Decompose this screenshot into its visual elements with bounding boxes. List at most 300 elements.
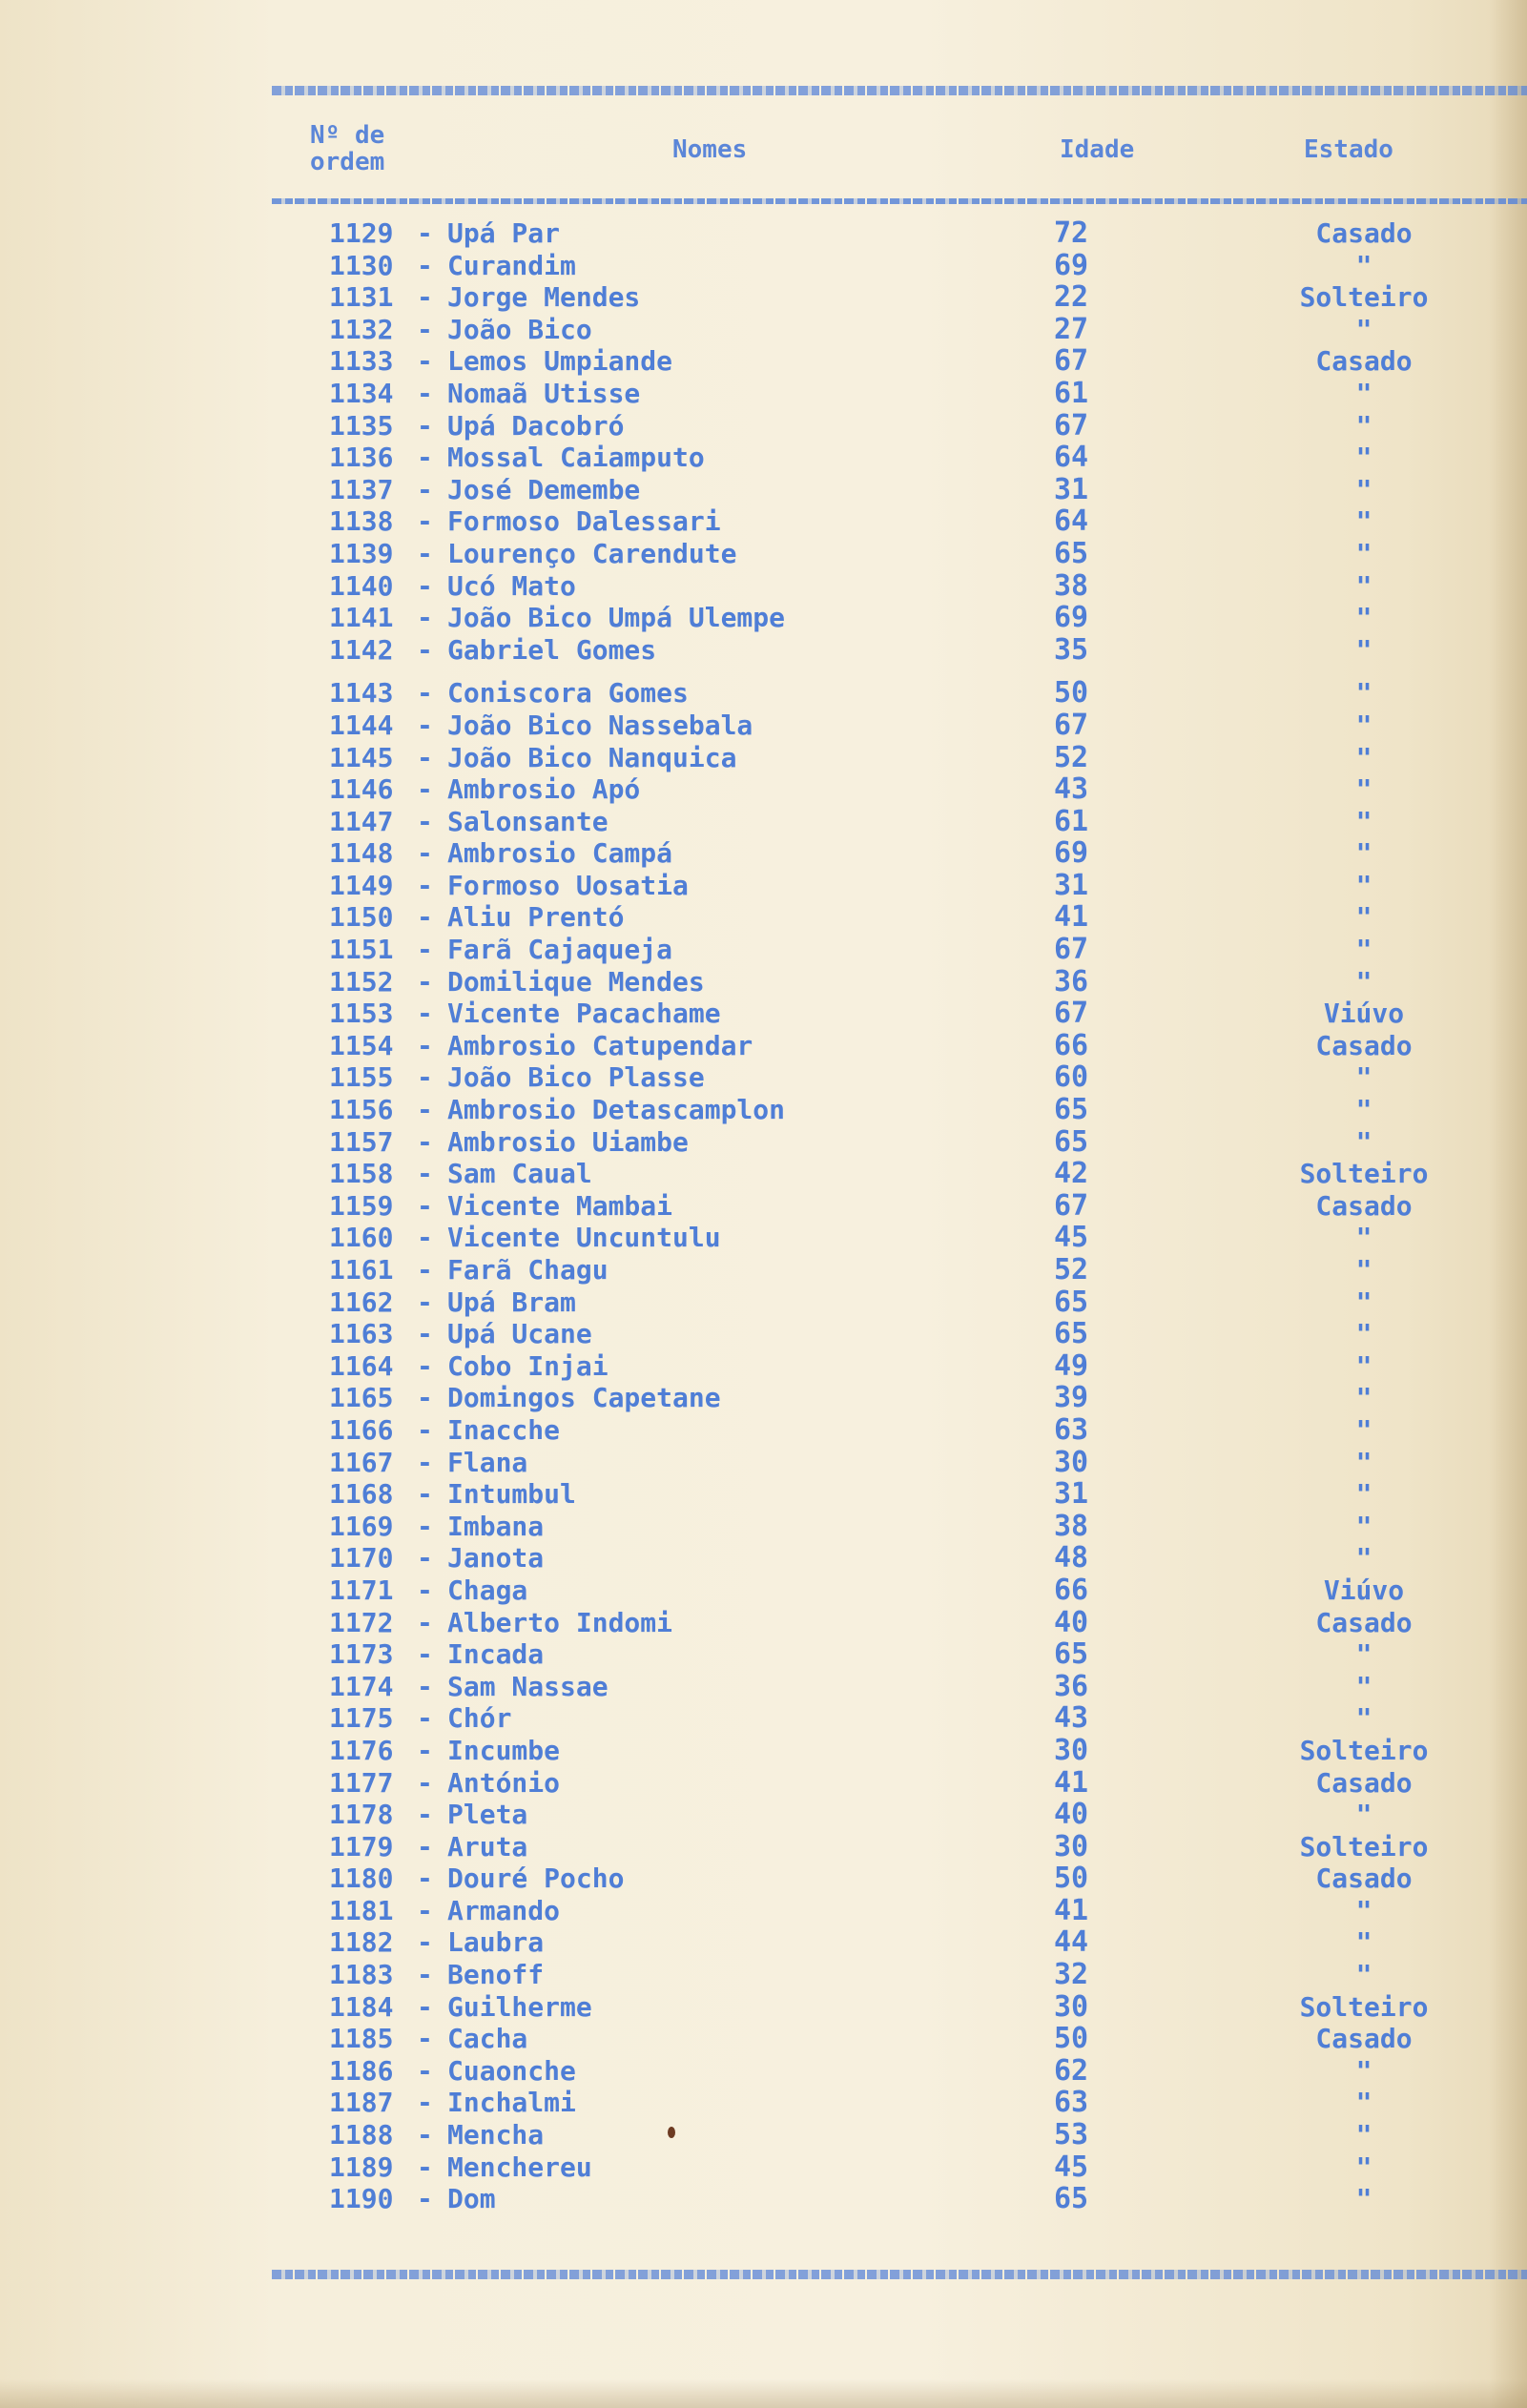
person-name: Benoff bbox=[447, 1959, 545, 1991]
person-name: Ambrosio Apó bbox=[447, 773, 641, 806]
person-age: 22 bbox=[1054, 280, 1089, 315]
row-dash: - bbox=[417, 1318, 433, 1350]
row-dash: - bbox=[417, 965, 433, 998]
person-age: 39 bbox=[1054, 1381, 1089, 1415]
person-age: 30 bbox=[1054, 1989, 1089, 2024]
person-name: Jorge Mendes bbox=[447, 281, 641, 314]
person-age: 64 bbox=[1054, 504, 1089, 539]
person-age: 42 bbox=[1054, 1157, 1089, 1191]
person-name: Sam Nassae bbox=[447, 1670, 609, 1702]
person-name: Upá Ucane bbox=[447, 1318, 592, 1350]
person-name: João Bico Nassebala bbox=[447, 709, 753, 741]
row-dash: - bbox=[417, 602, 433, 634]
marital-status: " bbox=[1355, 537, 1372, 569]
table-header bbox=[272, 122, 1527, 191]
person-name: Ucó Mato bbox=[447, 569, 576, 602]
person-name: Ambrosio Campá bbox=[447, 837, 673, 870]
person-age: 67 bbox=[1054, 708, 1089, 742]
person-name: Inchalmi bbox=[447, 2087, 576, 2119]
marital-status: " bbox=[1355, 1286, 1372, 1318]
marital-status: " bbox=[1355, 313, 1372, 345]
person-age: 52 bbox=[1054, 740, 1089, 774]
person-name: João Bico Nanquica bbox=[447, 741, 737, 773]
table-row bbox=[272, 1767, 1527, 1800]
row-dash: - bbox=[417, 1542, 433, 1574]
person-name: Inacche bbox=[447, 1413, 561, 1446]
marital-status: Casado bbox=[1315, 2023, 1413, 2055]
table-row bbox=[272, 1511, 1527, 1543]
table-row bbox=[272, 570, 1527, 603]
row-dash: - bbox=[417, 569, 433, 602]
person-name: Curandim bbox=[447, 249, 576, 281]
row-dash: - bbox=[417, 1702, 433, 1735]
person-name: Intumbul bbox=[447, 1478, 576, 1511]
order-number: 1144 bbox=[329, 709, 394, 741]
order-number: 1148 bbox=[329, 837, 394, 870]
order-number: 1164 bbox=[329, 1349, 394, 1382]
person-age: 50 bbox=[1054, 1862, 1089, 1896]
marital-status: " bbox=[1355, 2183, 1372, 2215]
table-row bbox=[272, 677, 1527, 710]
row-dash: - bbox=[417, 1638, 433, 1671]
order-number: 1176 bbox=[329, 1734, 394, 1766]
table-row bbox=[272, 1318, 1527, 1350]
person-name: Aliu Prentó bbox=[447, 901, 625, 934]
table-row bbox=[272, 1863, 1527, 1895]
marital-status: " bbox=[1355, 709, 1372, 741]
table-row bbox=[272, 1607, 1527, 1639]
person-name: Upá Dacobró bbox=[447, 409, 625, 442]
person-name: João Bico bbox=[447, 313, 592, 345]
person-age: 65 bbox=[1054, 1093, 1089, 1127]
person-name: Gabriel Gomes bbox=[447, 633, 657, 666]
person-name: Nomaã Utisse bbox=[447, 377, 641, 409]
order-number: 1138 bbox=[329, 505, 394, 538]
marital-status: Viúvo bbox=[1323, 998, 1405, 1030]
person-age: 48 bbox=[1054, 1541, 1089, 1575]
table-row bbox=[272, 442, 1527, 474]
marital-status: " bbox=[1355, 805, 1372, 837]
row-dash: - bbox=[417, 1863, 433, 1895]
person-age: 43 bbox=[1054, 772, 1089, 807]
order-number: 1190 bbox=[329, 2183, 394, 2215]
marital-status: " bbox=[1355, 569, 1372, 602]
order-number: 1149 bbox=[329, 869, 394, 901]
row-dash: - bbox=[417, 281, 433, 314]
person-age: 30 bbox=[1054, 1829, 1089, 1863]
table-row bbox=[272, 634, 1527, 667]
person-name: Coniscora Gomes bbox=[447, 677, 689, 710]
person-name: João Bico Plasse bbox=[447, 1061, 705, 1094]
table-row bbox=[272, 1350, 1527, 1383]
order-number: 1142 bbox=[329, 633, 394, 666]
marital-status: Solteiro bbox=[1299, 1734, 1429, 1766]
person-name: Douré Pocho bbox=[447, 1863, 625, 1895]
order-number: 1162 bbox=[329, 1286, 394, 1318]
order-number: 1178 bbox=[329, 1799, 394, 1831]
table-row bbox=[272, 1478, 1527, 1511]
row-dash: - bbox=[417, 313, 433, 345]
person-age: 69 bbox=[1054, 836, 1089, 871]
order-number: 1141 bbox=[329, 602, 394, 634]
person-age: 67 bbox=[1054, 933, 1089, 967]
table-row bbox=[272, 1702, 1527, 1735]
row-dash: - bbox=[417, 1061, 433, 1094]
table-row bbox=[272, 1254, 1527, 1286]
row-dash: - bbox=[417, 1574, 433, 1606]
marital-status: " bbox=[1355, 741, 1372, 773]
person-name: Formoso Uosatia bbox=[447, 869, 689, 901]
marital-status: " bbox=[1355, 934, 1372, 966]
person-name: Cobo Injai bbox=[447, 1349, 609, 1382]
person-age: 41 bbox=[1054, 900, 1089, 935]
table-row bbox=[272, 1190, 1527, 1223]
marital-status: " bbox=[1355, 2054, 1372, 2087]
person-age: 31 bbox=[1054, 1477, 1089, 1512]
row-dash: - bbox=[417, 1413, 433, 1446]
person-age: 50 bbox=[1054, 2022, 1089, 2056]
person-name: Janota bbox=[447, 1542, 545, 1574]
marital-status: " bbox=[1355, 249, 1372, 281]
order-number: 1181 bbox=[329, 1894, 394, 1926]
person-name: Upá Par bbox=[447, 217, 561, 249]
row-dash: - bbox=[417, 633, 433, 666]
order-number: 1159 bbox=[329, 1189, 394, 1222]
row-dash: - bbox=[417, 1606, 433, 1638]
paper-bottom-shadow bbox=[0, 2379, 1527, 2408]
person-age: 50 bbox=[1054, 676, 1089, 710]
row-dash: - bbox=[417, 1959, 433, 1991]
order-number: 1174 bbox=[329, 1670, 394, 1702]
person-name: Formoso Dalessari bbox=[447, 505, 721, 538]
table-row bbox=[272, 1574, 1527, 1607]
row-dash: - bbox=[417, 473, 433, 505]
names-header: Nomes bbox=[672, 135, 748, 164]
table-row bbox=[272, 1735, 1527, 1767]
marital-status: Solteiro bbox=[1299, 1158, 1429, 1190]
marital-status: " bbox=[1355, 1926, 1372, 1959]
marital-status: " bbox=[1355, 1254, 1372, 1286]
table-row bbox=[272, 1447, 1527, 1479]
order-number: 1130 bbox=[329, 249, 394, 281]
person-age: 62 bbox=[1054, 2053, 1089, 2088]
row-dash: - bbox=[417, 1125, 433, 1158]
table-row bbox=[272, 217, 1527, 250]
table-row bbox=[272, 1959, 1527, 1991]
marital-status: " bbox=[1355, 1702, 1372, 1735]
marital-status: " bbox=[1355, 1382, 1372, 1414]
person-name: Sam Caual bbox=[447, 1158, 592, 1190]
table-row bbox=[272, 538, 1527, 570]
marital-status: Viúvo bbox=[1323, 1574, 1405, 1606]
table-row bbox=[272, 773, 1527, 806]
row-dash: - bbox=[417, 217, 433, 249]
table-row bbox=[272, 2119, 1527, 2151]
row-dash: - bbox=[417, 2054, 433, 2087]
order-number: 1185 bbox=[329, 2023, 394, 2055]
person-age: 43 bbox=[1054, 1701, 1089, 1736]
marital-status: " bbox=[1355, 1061, 1372, 1094]
table-row bbox=[272, 1831, 1527, 1863]
table-row bbox=[272, 378, 1527, 410]
table-row bbox=[272, 281, 1527, 314]
person-age: 38 bbox=[1054, 568, 1089, 603]
person-age: 35 bbox=[1054, 632, 1089, 667]
bottom-dashed-rule bbox=[272, 2270, 1527, 2279]
person-name: Flana bbox=[447, 1446, 528, 1478]
order-number: 1155 bbox=[329, 1061, 394, 1094]
row-dash: - bbox=[417, 1254, 433, 1286]
person-age: 30 bbox=[1054, 1445, 1089, 1479]
row-dash: - bbox=[417, 998, 433, 1030]
order-number: 1183 bbox=[329, 1959, 394, 1991]
table-row bbox=[272, 410, 1527, 442]
person-name: Ambrosio Detascamplon bbox=[447, 1094, 786, 1126]
person-age: 65 bbox=[1054, 536, 1089, 570]
person-age: 66 bbox=[1054, 1028, 1089, 1062]
order-number: 1140 bbox=[329, 569, 394, 602]
order-number: 1133 bbox=[329, 345, 394, 378]
row-dash: - bbox=[417, 869, 433, 901]
person-age: 65 bbox=[1054, 2182, 1089, 2216]
person-age: 38 bbox=[1054, 1509, 1089, 1543]
person-age: 45 bbox=[1054, 2150, 1089, 2184]
marital-status: " bbox=[1355, 837, 1372, 870]
person-age: 36 bbox=[1054, 1669, 1089, 1703]
row-dash: - bbox=[417, 2183, 433, 2215]
marital-status: " bbox=[1355, 1959, 1372, 1991]
row-dash: - bbox=[417, 537, 433, 569]
person-name: Chaga bbox=[447, 1574, 528, 1606]
row-dash: - bbox=[417, 934, 433, 966]
marital-status: Casado bbox=[1315, 345, 1413, 378]
person-name: Cuaonche bbox=[447, 2054, 576, 2087]
order-number: 1172 bbox=[329, 1606, 394, 1638]
person-age: 45 bbox=[1054, 1221, 1089, 1255]
person-name: Guilherme bbox=[447, 1990, 592, 2023]
order-number: 1166 bbox=[329, 1413, 394, 1446]
order-number: 1188 bbox=[329, 2119, 394, 2151]
row-dash: - bbox=[417, 1734, 433, 1766]
row-dash: - bbox=[417, 1029, 433, 1061]
person-age: 53 bbox=[1054, 2118, 1089, 2152]
order-number: 1154 bbox=[329, 1029, 394, 1061]
table-row bbox=[272, 1094, 1527, 1126]
table-row bbox=[272, 250, 1527, 282]
row-dash: - bbox=[417, 2087, 433, 2119]
table-row bbox=[272, 1286, 1527, 1319]
row-dash: - bbox=[417, 1382, 433, 1414]
order-number: 1169 bbox=[329, 1510, 394, 1542]
table-row bbox=[272, 602, 1527, 634]
person-age: 36 bbox=[1054, 964, 1089, 998]
order-number: 1134 bbox=[329, 377, 394, 409]
person-age: 65 bbox=[1054, 1637, 1089, 1672]
person-name: Domilique Mendes bbox=[447, 965, 705, 998]
person-age: 61 bbox=[1054, 804, 1089, 838]
order-number: 1160 bbox=[329, 1222, 394, 1254]
row-dash: - bbox=[417, 1094, 433, 1126]
ink-spot bbox=[668, 2127, 675, 2138]
order-number: 1143 bbox=[329, 677, 394, 710]
order-number: 1184 bbox=[329, 1990, 394, 2023]
row-dash: - bbox=[417, 345, 433, 378]
table-row bbox=[272, 837, 1527, 870]
person-name: Ambrosio Catupendar bbox=[447, 1029, 753, 1061]
person-name: Imbana bbox=[447, 1510, 545, 1542]
person-name: Mencha bbox=[447, 2119, 545, 2151]
person-name: António bbox=[447, 1766, 561, 1799]
table-row bbox=[272, 1671, 1527, 1703]
row-dash: - bbox=[417, 2151, 433, 2183]
row-dash: - bbox=[417, 1349, 433, 1382]
person-age: 52 bbox=[1054, 1253, 1089, 1286]
order-number: 1175 bbox=[329, 1702, 394, 1735]
marital-status: " bbox=[1355, 965, 1372, 998]
row-dash: - bbox=[417, 505, 433, 538]
table-row bbox=[272, 806, 1527, 838]
person-name: Laubra bbox=[447, 1926, 545, 1959]
marital-status: " bbox=[1355, 869, 1372, 901]
person-age: 61 bbox=[1054, 376, 1089, 410]
row-dash: - bbox=[417, 1158, 433, 1190]
table-row bbox=[272, 1991, 1527, 2024]
table-row bbox=[272, 505, 1527, 538]
marital-status: " bbox=[1355, 377, 1372, 409]
order-number: 1146 bbox=[329, 773, 394, 806]
row-dash: - bbox=[417, 2119, 433, 2151]
marital-status: " bbox=[1355, 442, 1372, 474]
order-number: 1156 bbox=[329, 1094, 394, 1126]
person-name: Vicente Pacachame bbox=[447, 998, 721, 1030]
marital-status: Casado bbox=[1315, 1189, 1413, 1222]
person-age: 63 bbox=[1054, 1412, 1089, 1447]
table-row bbox=[272, 870, 1527, 902]
marital-status: " bbox=[1355, 1799, 1372, 1831]
person-age: 65 bbox=[1054, 1285, 1089, 1319]
person-name: Upá Bram bbox=[447, 1286, 576, 1318]
row-dash: - bbox=[417, 1670, 433, 1702]
order-number: 1180 bbox=[329, 1863, 394, 1895]
table-row bbox=[272, 2151, 1527, 2184]
order-number: 1147 bbox=[329, 805, 394, 837]
order-number: 1173 bbox=[329, 1638, 394, 1671]
row-dash: - bbox=[417, 1894, 433, 1926]
order-number: 1137 bbox=[329, 473, 394, 505]
order-number: 1186 bbox=[329, 2054, 394, 2087]
row-dash: - bbox=[417, 442, 433, 474]
marital-status: " bbox=[1355, 1222, 1372, 1254]
order-number: 1189 bbox=[329, 2151, 394, 2183]
person-age: 40 bbox=[1054, 1605, 1089, 1639]
table-row bbox=[272, 934, 1527, 966]
marital-status: Solteiro bbox=[1299, 1830, 1429, 1863]
row-dash: - bbox=[417, 1446, 433, 1478]
row-dash: - bbox=[417, 837, 433, 870]
table-row bbox=[272, 474, 1527, 506]
person-age: 65 bbox=[1054, 1317, 1089, 1351]
marital-status: " bbox=[1355, 901, 1372, 934]
table-row bbox=[272, 1799, 1527, 1831]
person-name: Farã Cajaqueja bbox=[447, 934, 673, 966]
table-row bbox=[272, 2183, 1527, 2215]
order-number: 1179 bbox=[329, 1830, 394, 1863]
row-dash: - bbox=[417, 1926, 433, 1959]
order-number: 1171 bbox=[329, 1574, 394, 1606]
marital-status: " bbox=[1355, 2119, 1372, 2151]
marital-status: " bbox=[1355, 505, 1372, 538]
order-number: 1182 bbox=[329, 1926, 394, 1959]
marital-status: Solteiro bbox=[1299, 1990, 1429, 2023]
register-page bbox=[272, 86, 1527, 2317]
marital-status: Casado bbox=[1315, 1766, 1413, 1799]
age-header: Idade bbox=[1060, 135, 1135, 164]
row-dash: - bbox=[417, 2023, 433, 2055]
marital-status: " bbox=[1355, 633, 1372, 666]
marital-status: " bbox=[1355, 1413, 1372, 1446]
person-name: Dom bbox=[447, 2183, 496, 2215]
table-row bbox=[272, 1895, 1527, 1927]
order-number: 1135 bbox=[329, 409, 394, 442]
person-name: Vicente Mambai bbox=[447, 1189, 673, 1222]
person-age: 63 bbox=[1054, 2086, 1089, 2120]
order-number: 1150 bbox=[329, 901, 394, 934]
order-number: 1136 bbox=[329, 442, 394, 474]
table-row bbox=[272, 1158, 1527, 1190]
table-row bbox=[272, 998, 1527, 1030]
marital-status: " bbox=[1355, 473, 1372, 505]
person-name: Armando bbox=[447, 1894, 561, 1926]
table-row bbox=[272, 1382, 1527, 1414]
order-number: 1129 bbox=[329, 217, 394, 249]
person-age: 67 bbox=[1054, 997, 1089, 1031]
person-age: 41 bbox=[1054, 1765, 1089, 1800]
table-row bbox=[272, 710, 1527, 742]
person-name: Cacha bbox=[447, 2023, 528, 2055]
order-number: 1152 bbox=[329, 965, 394, 998]
person-age: 69 bbox=[1054, 601, 1089, 635]
row-dash: - bbox=[417, 1799, 433, 1831]
order-number: 1170 bbox=[329, 1542, 394, 1574]
person-age: 65 bbox=[1054, 1124, 1089, 1159]
marital-status: " bbox=[1355, 1125, 1372, 1158]
person-age: 32 bbox=[1054, 1958, 1089, 1992]
person-age: 44 bbox=[1054, 1925, 1089, 1960]
person-age: 67 bbox=[1054, 1188, 1089, 1223]
table-row bbox=[272, 345, 1527, 378]
marital-status: " bbox=[1355, 2087, 1372, 2119]
person-name: Alberto Indomi bbox=[447, 1606, 673, 1638]
person-name: Farã Chagu bbox=[447, 1254, 609, 1286]
order-number: 1145 bbox=[329, 741, 394, 773]
marital-status: Solteiro bbox=[1299, 281, 1429, 314]
top-dashed-rule bbox=[272, 86, 1527, 95]
table-row bbox=[272, 742, 1527, 774]
marital-status: " bbox=[1355, 1670, 1372, 1702]
marital-status: " bbox=[1355, 1542, 1372, 1574]
person-name: Salonsante bbox=[447, 805, 609, 837]
table-row bbox=[272, 966, 1527, 998]
order-number: 1132 bbox=[329, 313, 394, 345]
header-underline-rule bbox=[272, 198, 1527, 204]
order-number: 1158 bbox=[329, 1158, 394, 1190]
order-number-header: Nº de ordem bbox=[310, 121, 385, 176]
person-name: Lourenço Carendute bbox=[447, 537, 737, 569]
table-row bbox=[272, 1542, 1527, 1574]
person-age: 27 bbox=[1054, 312, 1089, 346]
person-age: 49 bbox=[1054, 1348, 1089, 1383]
person-name: Aruta bbox=[447, 1830, 528, 1863]
